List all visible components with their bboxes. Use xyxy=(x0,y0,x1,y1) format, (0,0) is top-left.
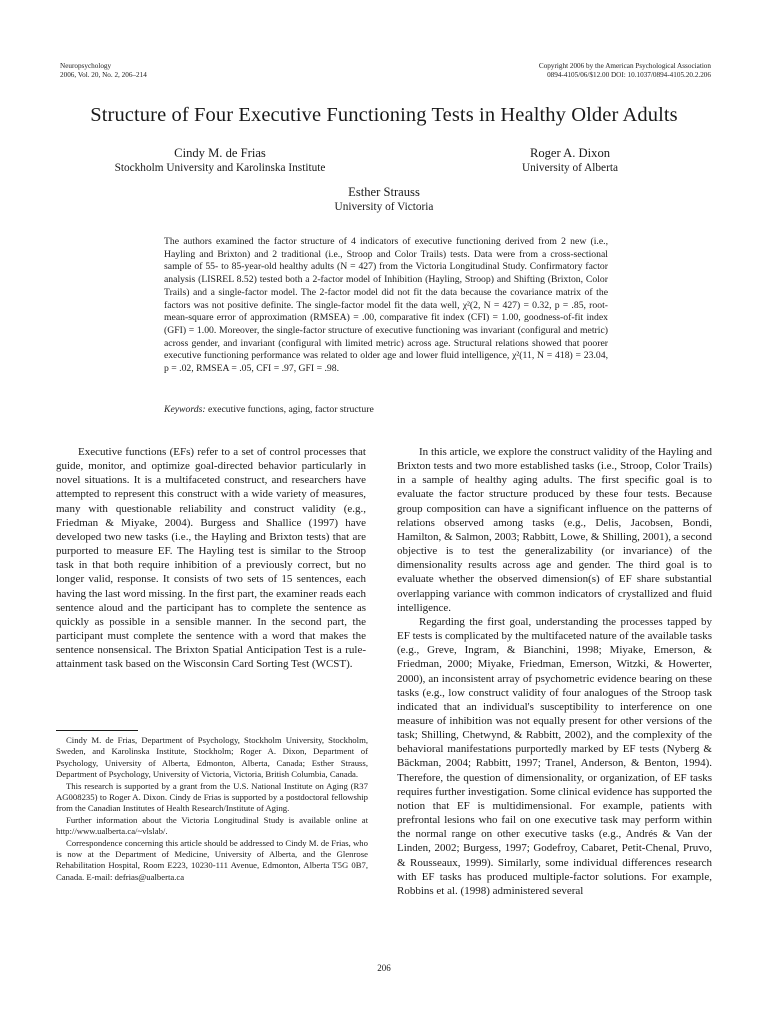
author-block-3 xyxy=(284,185,484,215)
footnote-paragraph: Correspondence concerning this article should be addressed to Cindy M. de Frias, who is now at the Department of Medicine, University of Alberta, and the Glenrose Rehabilitation Hospital, Room E223, 10230-111 Avenue, Edmonton, Alberta T5G 0B7, Canada. E-mail: defrias@ualberta.ca xyxy=(56,837,368,882)
footnote-divider xyxy=(56,730,138,731)
author-affiliation: University of Alberta xyxy=(521,162,618,174)
body-paragraph: Regarding the first goal, understanding the processes tapped by EF tests is complicated by the multifaceted nature of the available tasks (e.g., Greve, Ingram, & Bianchini, 1998; Miyake, Emerson, & Friedman, 2000; Miyake, Friedman, Emerson, Witzki, & Howerter, 2000), an inconsistent array of psychometric evidence bearing on these tasks (e.g., low construct validity of four analogues of the Stroop task indicated that an individual's susceptibility to interference on one measure of inhibition was not equally present for other versions of the task; Shilling, Chetwynd, & Rabbitt, 2002), and the complexity of the behavioral manifestations purportedly marked by EF tests (Nyberg & Bäckman, 2004; Rabbitt, 1997; Tranel, Anderson, & Benton, 1994). Therefore, the question of dimensionality, or organization, of EF tasks requires further investigation. Some clinical evidence has supported the notion that EF is multidimensional. For example, patients with prefrontal lesions who fail on one executive task may perform within the normal range on other executive tasks (e.g., Andrés & Van der Linden, 2002; Burgess, 1997; Godefroy, Cabaret, Petit-Chenal, Pruvo, & Rousseaux, 1999). Similarly, some individual differences research with EF tasks has produced multiple-factor solutions. For example, Robbins et al. (1998) administered several xyxy=(397,615,712,897)
journal-header xyxy=(60,62,147,79)
author-notes xyxy=(56,735,368,883)
keywords-line xyxy=(164,404,608,416)
footnote-paragraph: Further information about the Victoria Longitudinal Study is available online at http://www.ualberta.ca/~vlslab/. xyxy=(56,814,368,837)
body-paragraph: Executive functions (EFs) refer to a set of control processes that guide, monitor, and optimize goal-directed behavior particularly in novel situations. It is a multifaceted construct, and researchers have attempted to represent this construct with a wide variety of measures, many with questionable reliability and construct validity (e.g., Friedman & Miyake, 2004). Burgess and Shallice (1997) have developed two new tasks (i.e., the Hayling and Brixton tests) that are purported to measure EF. The Hayling test is similar to the Stroop task in that both require inhibition of a previously correct, but no longer valid, response. It consists of two sets of 15 sentences, each having the last word missing. In the first part, the examiner reads each sentence aloud and the participant has to complete the sentence as quickly as possible in a sensible manner. In the second part, the participant must complete the sentence with a word that makes the sentence nonsensical. The Brixton Spatial Anticipation Test is a rule-attainment task based on the Wisconsin Card Sorting Test (WCST). xyxy=(56,446,366,671)
author-block-2 xyxy=(470,146,670,176)
abstract: The authors examined the factor structure of 4 indicators of executive functioning derived from 2 new (i.e., Hayling and Brixton) and 2 traditional (i.e., Stroop and Color Trails) tests. Data were from a cross-sectional sample of 55- to 85-year-old healthy adults (N = 427) from the Victoria Longitudinal Study. Confirmatory factor analysis (LISREL 8.52) tested both a 2-factor model of Inhibition (Hayling, Stroop) and Shifting (Brixton, Color Trails) and a single-factor model. The 2-factor model did not fit the data because the covariance matrix of the factors was not positive definite. The single-factor model fit the data well, χ²(2, N = 427) = 0.32, p = .85, root-mean-square error of approximation (RMSEA) = .00, comparative fit index (CFI) = 1.00, goodness-of-fit index (GFI) = 1.00. Moreover, the single-factor structure of executive functioning was invariant (configural and metric) across gender, and invariant (configural with limited metric) across age. Structural relations showed that poorer executive functioning performance was related to older age and lower fluid intelligence, χ²(11, N = 418) = 23.04, p = .02, RMSEA = .05, CFI = .97, GFI = .98. xyxy=(164,236,608,375)
author-block-1 xyxy=(90,146,350,176)
copyright-header xyxy=(539,62,711,79)
body-column-right xyxy=(397,445,712,898)
body-paragraph: In this article, we explore the construct validity of the Hayling and Brixton tests and two more established tasks (i.e., Stroop, Color Trails) in a sample of healthy aging adults. The first specific goal is to evaluate the factor structure produced by these four tests. Because group composition can have a significant influence on the patterns of relations observed among tasks (e.g., Delis, Jacobsen, Bondi, Hamilton, & Salmon, 2003; Rabbitt, Lowe, & Shilling, 2001), a second objective is to test the generalizability (or invariance) of the dimensionality results across age and gender. The third goal is to evaluate whether the observed dimension(s) of EF share substantial overlapping variance with common indicators of crystallized and fluid intelligence. xyxy=(397,446,712,614)
body-column-left xyxy=(56,445,366,672)
footnote-paragraph: This research is supported by a grant from the U.S. National Institute on Aging (R37 AG008235) to Roger A. Dixon. Cindy de Frias is supported by a postdoctoral fellowship from the Canadian Institutes of Health Research/Institute of Aging. xyxy=(56,780,368,814)
journal-volume: 2006, Vol. 20, No. 2, 206–214 xyxy=(60,70,147,79)
doi-line: 0894-4105/06/$12.00 DOI: 10.1037/0894-4105.20.2.206 xyxy=(547,70,711,79)
author-name: Cindy M. de Frias xyxy=(174,146,266,160)
article-title: Structure of Four Executive Functioning Tests in Healthy Older Adults xyxy=(90,104,678,126)
journal-name: Neuropsychology xyxy=(60,62,112,70)
keywords-text: executive functions, aging, factor structure xyxy=(208,404,374,415)
author-name: Roger A. Dixon xyxy=(529,146,611,160)
author-affiliation: Stockholm University and Karolinska Institute xyxy=(114,162,326,174)
copyright-notice: Copyright 2006 by the American Psychological Association xyxy=(538,62,711,70)
author-affiliation: University of Victoria xyxy=(334,201,434,213)
author-name: Esther Strauss xyxy=(348,185,420,199)
keywords-label: Keywords: xyxy=(164,404,206,415)
page-number: 206 xyxy=(377,963,391,973)
footnote-paragraph: Cindy M. de Frias, Department of Psychology, Stockholm University, Stockholm, Sweden, and Karolinska Institute, Stockholm; Roger A. Dixon, Department of Psychology, University of Alberta, Edmonton, Alberta, Canada; Esther Strauss, Department of Psychology, University of Victoria, Victoria, British Columbia, Canada. xyxy=(56,735,368,780)
